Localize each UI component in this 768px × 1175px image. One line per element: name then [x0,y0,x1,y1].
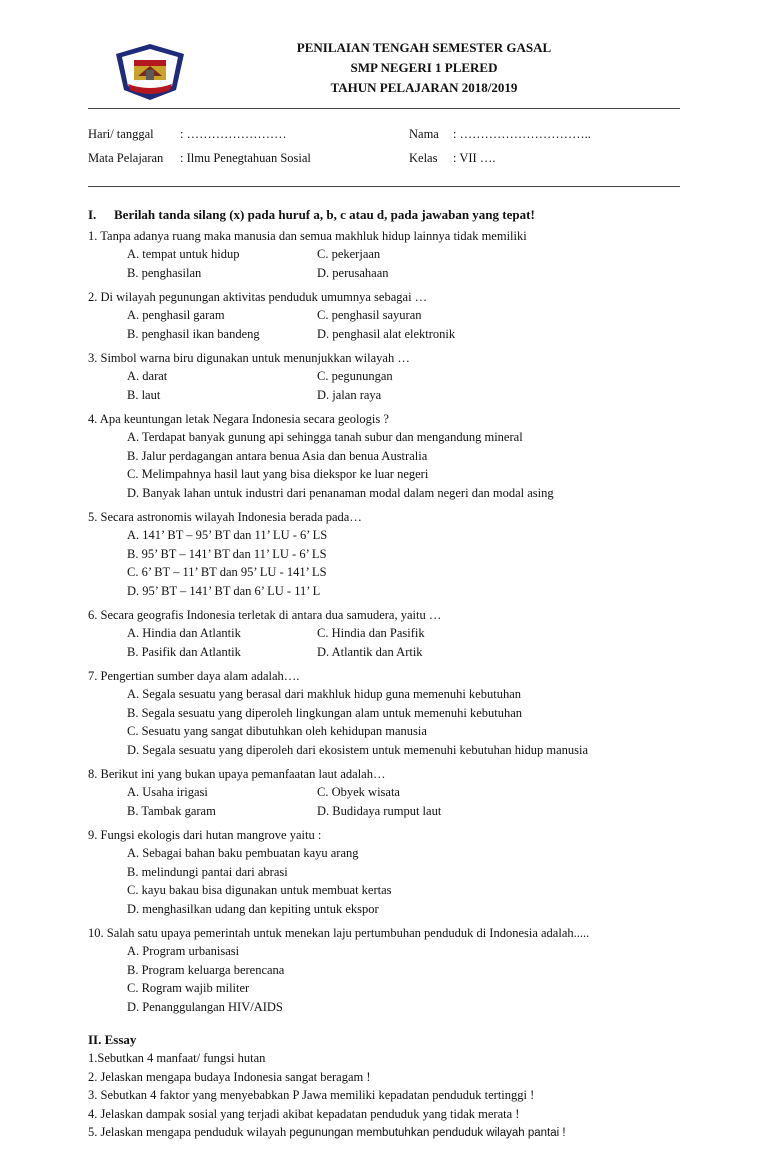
option-a: A. 141’ BT – 95’ BT dan 11’ LU - 6’ LS [127,528,328,542]
question-text: 3. Simbol warna biru digunakan untuk menunjukkan wilayah … [88,351,410,365]
question-7 [88,667,688,759]
option-b: B. Segala sesuatu yang diperoleh lingkungan alam untuk memenuhi kebutuhan [127,705,523,720]
option-a: A. Usaha irigasi [127,785,208,799]
section-1-number: I. [88,207,97,222]
option-c: C. penghasil sayuran [317,308,422,322]
question-text: 6. Secara geografis Indonesia terletak di antara dua samudera, yaitu … [88,608,442,622]
essay-item-5-start: 5. Jelaskan mengapa penduduk wilayah [88,1125,287,1139]
option-c: C. Rogram wajib militer [127,981,250,995]
option-b: B. laut [127,387,161,402]
option-a: A. penghasil garam [127,308,225,322]
question-6 [88,606,688,661]
essay-item-2: 2. Jelaskan mengapa budaya Indonesia sangat beragam ! [88,1069,371,1084]
essay-item-4: 4. Jelaskan dampak sosial yang terjadi akibat kepadatan penduduk yang tidak merata ! [88,1106,520,1121]
name-label: Nama [409,127,439,141]
section-1-instruction: Berilah tanda silang (x) pada huruf a, b, c atau d, pada jawaban yang tepat! [114,207,535,222]
question-8 [88,765,688,820]
essay-item-1: 1.Sebutkan 4 manfaat/ fungsi hutan [88,1051,266,1065]
header-divider [88,108,680,109]
option-b: B. penghasilan [127,265,202,280]
option-a: A. Hindia dan Atlantik [127,626,241,640]
essay-section [88,1030,688,1143]
option-b: B. Tambak garam [127,803,216,818]
class-label: Kelas [409,151,438,165]
exam-header [180,38,668,98]
option-b: B. Pasifik dan Atlantik [127,644,241,659]
option-a: A. Terdapat banyak gunung api sehingga tanah subur dan mengandung mineral [127,430,523,444]
question-text: 9. Fungsi ekologis dari hutan mangrove yaitu : [88,828,322,842]
option-c: C. Obyek wisata [317,785,400,799]
class-field [409,151,495,166]
subject-label: Mata Pelajaran [88,151,164,165]
essay-title: II. Essay [88,1032,137,1047]
question-4 [88,410,688,502]
option-c: C. 6’ BT – 11’ BT dan 95’ LU - 141’ LS [127,565,327,579]
essay-item-3: 3. Sebutkan 4 faktor yang menyebabkan P Jawa memiliki kepadatan penduduk tertinggi ! [88,1088,535,1102]
question-3 [88,349,688,404]
name-value: : ………………………….. [453,127,591,141]
option-d: D. Banyak lahan untuk industri dari penanaman modal dalam negeri dan modal asing [127,485,554,500]
option-c: C. kayu bakau bisa digunakan untuk membuat kertas [127,883,392,897]
question-5 [88,508,688,600]
question-10 [88,924,688,1016]
option-c: C. Sesuatu yang sangat dibutuhkan oleh kehidupan manusia [127,724,427,738]
option-a: A. tempat untuk hidup [127,247,240,261]
subject-value: : Ilmu Penegtahuan Sosial [180,151,311,165]
option-d: D. Atlantik dan Artik [317,644,423,659]
name-field [409,127,591,142]
option-c: C. Hindia dan Pasifik [317,626,425,640]
question-text: 5. Secara astronomis wilayah Indonesia berada pada… [88,510,362,524]
option-d: D. Penanggulangan HIV/AIDS [127,999,283,1014]
question-1 [88,227,688,282]
option-a: A. Segala sesuatu yang berasal dari makhluk hidup guna memenuhi kebutuhan [127,687,521,701]
header-year: TAHUN PELAJARAN 2018/2019 [330,80,518,95]
school-logo [112,40,188,104]
class-value: : VII …. [453,151,496,165]
question-9 [88,826,688,918]
option-b: B. 95’ BT – 141’ BT dan 11’ LU - 6’ LS [127,546,327,561]
section-1-title [88,207,535,223]
question-text: 10. Salah satu upaya pemerintah untuk menekan laju pertumbuhan penduduk di Indonesia adalah..... [88,926,590,940]
day-date-value: : …………………… [180,127,287,141]
subject-field [88,151,311,166]
info-divider [88,186,680,187]
option-d: D. Segala sesuatu yang diperoleh dari ekosistem untuk memenuhi kebutuhan hidup manusia [127,742,589,757]
question-text: 4. Apa keuntungan letak Negara Indonesia secara geologis ? [88,412,389,426]
question-text: 7. Pengertian sumber daya alam adalah…. [88,669,300,683]
option-a: A. darat [127,369,168,383]
option-c: C. Melimpahnya hasil laut yang bisa diekspor ke luar negeri [127,467,429,481]
option-b: B. penghasil ikan bandeng [127,326,260,341]
option-a: A. Sebagai bahan baku pembuatan kayu arang [127,846,359,860]
question-text: 2. Di wilayah pegunungan aktivitas penduduk umumnya sebagai … [88,290,428,304]
option-d: D. penghasil alat elektronik [317,326,456,341]
day-date-field [88,127,287,142]
day-date-label: Hari/ tanggal [88,127,154,141]
essay-item-5 [88,1123,688,1143]
option-d: D. perusahaan [317,265,389,280]
option-c: C. pegunungan [317,369,393,383]
option-d: D. Budidaya rumput laut [317,803,442,818]
header-school: SMP NEGERI 1 PLERED [350,60,498,75]
option-b: B. melindungi pantai dari abrasi [127,864,288,879]
option-c: C. pekerjaan [317,247,381,261]
option-d: D. jalan raya [317,387,382,402]
question-2 [88,288,688,343]
header-title: PENILAIAN TENGAH SEMESTER GASAL [296,40,552,55]
option-d: D. 95’ BT – 141’ BT dan 6’ LU - 11’ L [127,583,321,598]
option-d: D. menghasilkan udang dan kepiting untuk ekspor [127,901,379,916]
multiple-choice-list [88,227,688,1022]
option-b: B. Program keluarga berencana [127,962,285,977]
essay-item-5-end: pegunungan membutuhkan penduduk wilayah pantai ! [289,1127,566,1139]
question-text: 8. Berikut ini yang bukan upaya pemanfaatan laut adalah… [88,767,386,781]
option-b: B. Jalur perdagangan antara benua Asia dan benua Australia [127,448,428,463]
question-text: 1. Tanpa adanya ruang maka manusia dan semua makhluk hidup lainnya tidak memiliki [88,229,527,243]
option-a: A. Program urbanisasi [127,944,240,958]
